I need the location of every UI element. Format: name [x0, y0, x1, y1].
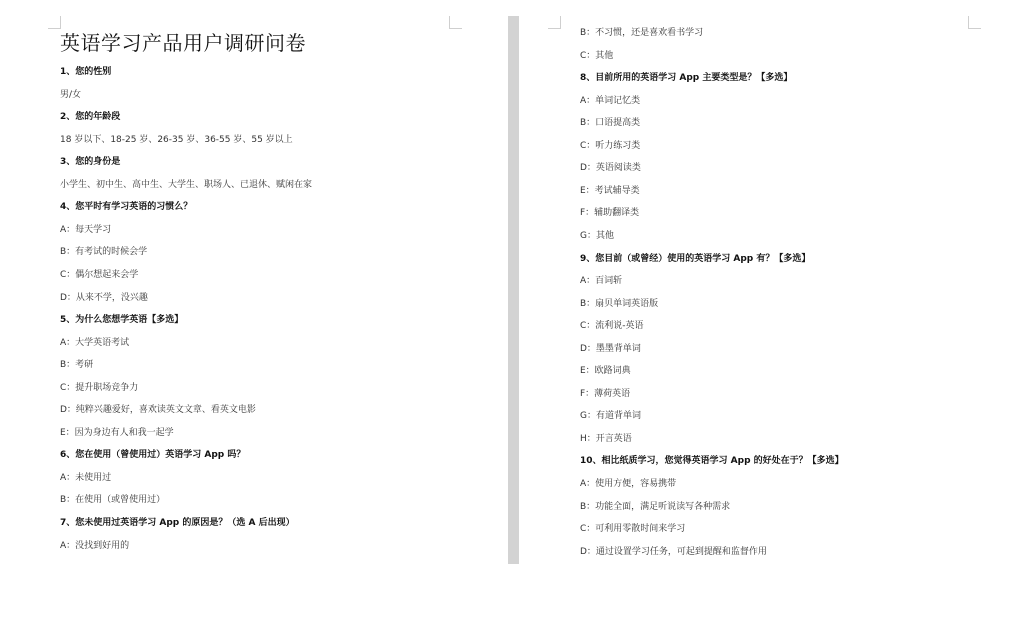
answer-option: B：不习惯，还是喜欢看书学习 [580, 28, 704, 38]
page-corner-mark [449, 16, 462, 29]
answer-option: G：有道背单词 [580, 411, 641, 422]
answer-option: A：未使用过 [60, 472, 112, 483]
answer-option: D：从来不学，没兴趣 [60, 292, 148, 303]
answer-option: 男/女 [60, 89, 82, 100]
page-corner-mark [968, 16, 981, 29]
question-heading: 5、为什么您想学英语【多选】 [60, 315, 184, 326]
question-heading: 8、目前所用的英语学习 App 主要类型是？【多选】 [580, 73, 793, 84]
question-heading: 9、您目前（或曾经）使用的英语学习 App 有？【多选】 [580, 253, 811, 264]
page-gap-divider [508, 16, 519, 564]
answer-option: 小学生、初中生、高中生、大学生、职场人、已退休、赋闲在家 [60, 179, 313, 190]
page-corner-mark [548, 16, 561, 29]
answer-option: C：流利说-英语 [580, 321, 644, 332]
answer-option: A：每天学习 [60, 224, 112, 235]
question-heading: 7、您未使用过英语学习 App 的原因是？（选 A 后出现） [60, 518, 295, 528]
answer-option: 18 岁以下、18-25 岁、26-35 岁、36-55 岁、55 岁以上 [60, 134, 293, 145]
answer-option: D：英语阅读类 [580, 163, 641, 174]
answer-option: E：因为身边有人和我一起学 [60, 427, 174, 438]
answer-option: C：可利用零散时间来学习 [580, 524, 686, 535]
answer-option: E：考试辅导类 [580, 185, 640, 196]
answer-option: C：听力练习类 [580, 140, 641, 151]
answer-option: B：功能全面，满足听说读写各种需求 [580, 501, 731, 512]
answer-option: H：开言英语 [580, 433, 632, 444]
answer-option: G：其他 [580, 230, 614, 241]
question-heading: 2、您的年龄段 [60, 112, 121, 123]
question-heading: 3、您的身份是 [60, 157, 121, 168]
answer-option: A：单词记忆类 [580, 95, 641, 106]
answer-option: C：偶尔想起来会学 [60, 269, 139, 280]
document-title: 英语学习产品用户调研问卷 [60, 31, 306, 55]
question-heading: 6、您在使用（曾使用过）英语学习 App 吗？ [60, 450, 246, 461]
answer-option: E：欧路词典 [580, 366, 631, 377]
answer-option: A：使用方便，容易携带 [580, 479, 677, 489]
answer-option: B：考研 [60, 360, 94, 371]
answer-option: B：扇贝单词英语版 [580, 298, 659, 309]
question-heading: 1、您的性别 [60, 67, 112, 77]
question-heading: 4、您平时有学习英语的习惯么？ [60, 202, 193, 213]
answer-option: F：辅助翻译类 [580, 208, 640, 219]
answer-option: A：没找到好用的 [60, 540, 130, 551]
answer-option: B：有考试的时候会学 [60, 247, 148, 258]
answer-option: A：大学英语考试 [60, 337, 130, 348]
answer-option: A：百词斩 [580, 276, 623, 287]
answer-option: D：墨墨背单词 [580, 343, 641, 354]
answer-option: D：纯粹兴趣爱好，喜欢读英文文章、看英文电影 [60, 405, 256, 416]
answer-option: B：在使用（或曾使用过） [60, 495, 166, 506]
answer-option: F：薄荷英语 [580, 388, 631, 399]
answer-option: C：提升职场竞争力 [60, 382, 139, 393]
answer-option: C：其他 [580, 50, 614, 61]
answer-option: B：口语提高类 [580, 118, 641, 129]
answer-option: D：通过设置学习任务，可起到提醒和监督作用 [580, 546, 767, 557]
question-heading: 10、相比纸质学习，您觉得英语学习 App 的好处在于？【多选】 [580, 456, 844, 467]
